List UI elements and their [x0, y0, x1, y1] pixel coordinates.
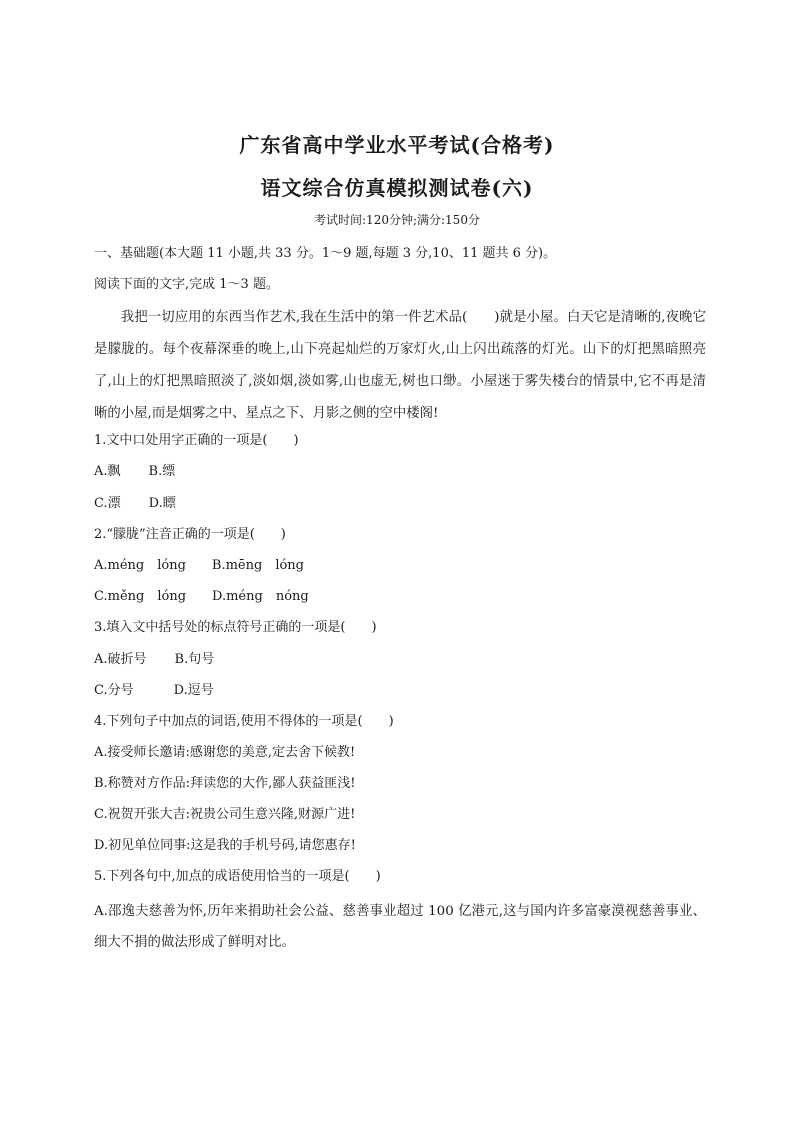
- question-1-options-row-2: [94, 492, 176, 511]
- question-3-options-row-2: [94, 679, 214, 698]
- option-c: C.漂: [94, 496, 121, 511]
- question-5-option-a: A.邵逸夫慈善为怀,历年来捐助社会公益、慈善事业超过 100 亿港元,这与国内许多富豪漠视慈善事业、细大不捐的做法形成了鲜明对比。: [94, 904, 706, 950]
- question-5-stem: 5.下列各句中,加点的成语使用恰当的一项是( ): [94, 869, 381, 884]
- option-b: B.缥: [148, 464, 176, 479]
- reading-instruction: 阅读下面的文字,完成 1～3 题。: [94, 277, 279, 292]
- section-heading: 一、基础题(本大题 11 小题,共 33 分。1～9 题,每题 3 分,10、11 题共 6 分)。: [94, 246, 557, 261]
- question-3-stem: 3.填入文中括号处的标点符号正确的一项是( ): [94, 620, 377, 635]
- question-4-option-b: B.称赞对方作品:拜读您的大作,鄙人获益匪浅!: [94, 776, 356, 791]
- question-4-option-c: C.祝贺开张大吉:祝贵公司生意兴隆,财源广进!: [94, 807, 356, 822]
- option-a: A.méng lóng: [94, 558, 186, 573]
- option-c: C.měng lóng: [94, 589, 187, 604]
- option-b: B.句号: [174, 652, 215, 667]
- question-4-stem: 4.下列句子中加点的词语,使用不得体的一项是( ): [94, 714, 394, 729]
- option-a: A.飘: [94, 464, 121, 479]
- reading-passage: 我把一切应用的东西当作艺术,我在生活中的第一件艺术品( )就是小屋。白天它是清晰的,夜晚它是朦胧的。每个夜幕深垂的晚上,山下亮起灿烂的万家灯火,山上闪出疏落的灯光。山下的灯把黑暗照亮了,山上的灯把黑暗照淡了,淡如烟,淡如雾,山也虚无,树也口缈。小屋迷于雾失楼台的情景中,它不再是清晰的小屋,而是烟雾之中、星点之下、月影之侧的空中楼阁!: [94, 310, 706, 421]
- exam-meta: 考试时间:120分钟;满分:150分: [314, 213, 480, 227]
- option-a: A.破折号: [94, 652, 147, 667]
- exam-subtitle: 语文综合仿真模拟测试卷(六): [260, 176, 534, 200]
- question-4-option-a: A.接受师长邀请:感谢您的美意,定去舍下候教!: [94, 745, 356, 760]
- option-b: B.mēng lóng: [211, 558, 305, 573]
- option-d: D.逗号: [173, 683, 214, 698]
- question-4-option-d: D.初见单位同事:这是我的手机号码,请您惠存!: [94, 838, 356, 853]
- option-d: D.méng nóng: [212, 589, 309, 604]
- question-2-options-row-1: [94, 554, 304, 573]
- question-2-stem: 2.“朦胧”注音正确的一项是( ): [94, 527, 286, 542]
- question-2-options-row-2: [94, 585, 309, 604]
- option-d: D.瞟: [148, 496, 176, 511]
- question-1-options-row-1: [94, 460, 175, 479]
- exam-title: 广东省高中学业水平考试(合格考): [239, 133, 555, 157]
- question-3-options-row-1: [94, 648, 214, 667]
- option-c: C.分号: [94, 683, 134, 698]
- question-1-stem: 1.文中口处用字正确的一项是( ): [94, 433, 299, 448]
